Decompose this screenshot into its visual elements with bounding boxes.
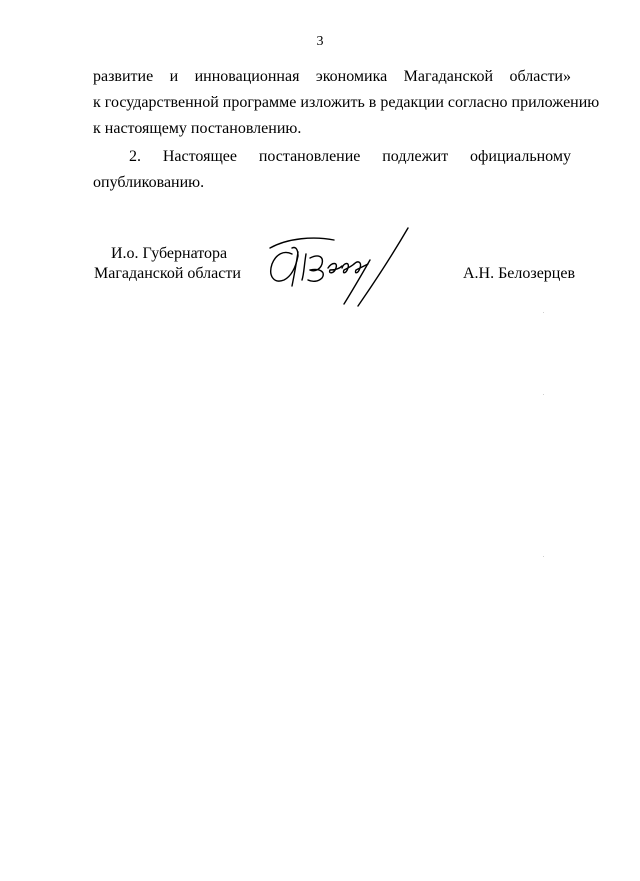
text-line: к настоящему постановлению. (93, 120, 302, 137)
text-line: опубликованию. (93, 174, 205, 191)
scan-artifact (543, 312, 544, 313)
scan-artifact (543, 394, 544, 395)
text-line: 2. Настоящее постановление подлежит официальному (129, 148, 571, 165)
text-line: к государственной программе изложить в редакции согласно приложению (93, 94, 600, 111)
page-number: 3 (316, 34, 324, 49)
position-line: Магаданской области (94, 265, 241, 282)
paragraph-1 (93, 64, 600, 142)
scan-artifact (543, 556, 544, 557)
signatory-name: А.Н. Белозерцев (463, 265, 576, 282)
text-line: развитие и инновационная экономика Магаданской области» (93, 68, 571, 85)
body-text (93, 64, 600, 196)
position-line: И.о. Губернатора (111, 245, 228, 262)
handwritten-signature (262, 224, 422, 310)
paragraph-2 (93, 144, 571, 196)
signatory-position (94, 244, 241, 284)
